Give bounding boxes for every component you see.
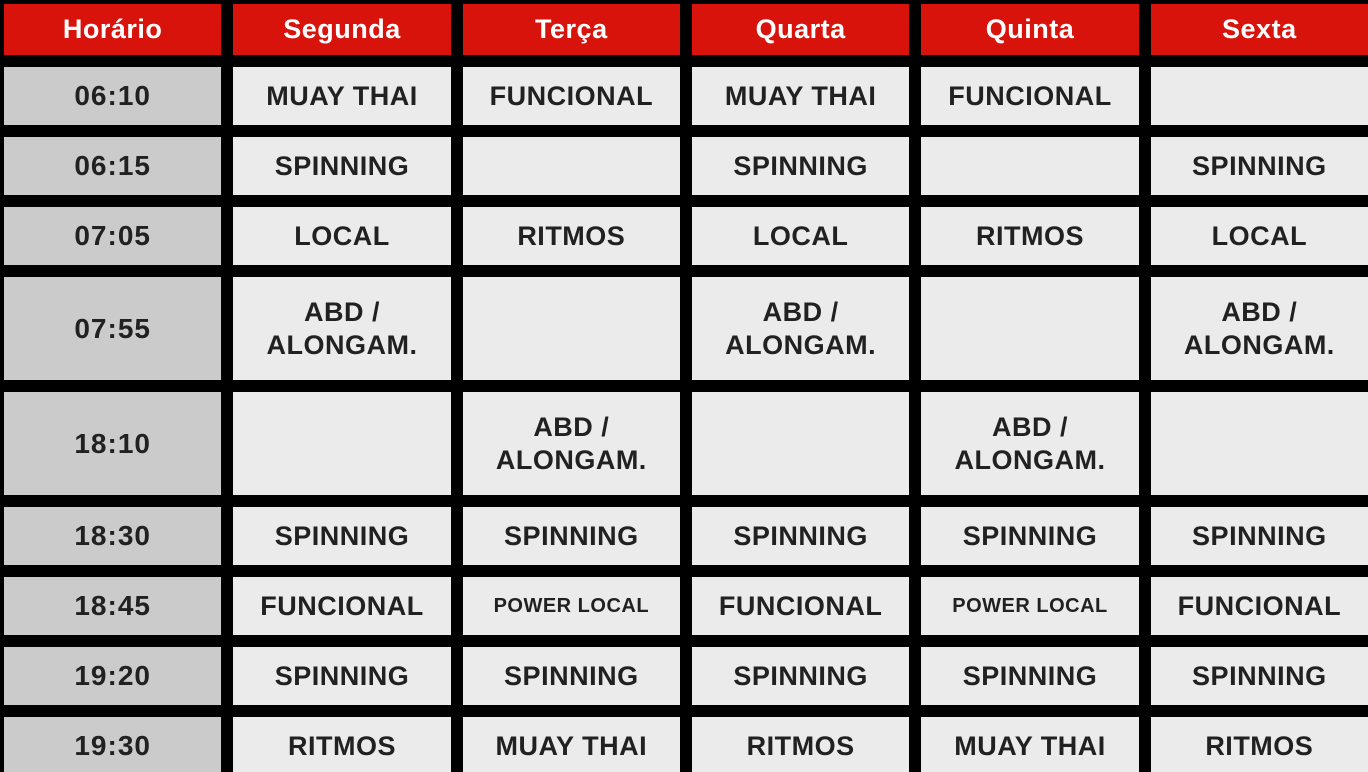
class-cell-terca-07-55 [463,277,680,380]
class-cell-quarta-06-15: SPINNING [692,137,909,195]
time-cell-18-30: 18:30 [4,507,221,565]
class-cell-segunda-18-10 [233,392,450,495]
class-cell-quarta-18-10 [692,392,909,495]
class-cell-quarta-19-20: SPINNING [692,647,909,705]
header-cell-quarta: Quarta [692,4,909,55]
class-cell-sexta-07-05: LOCAL [1151,207,1368,265]
class-cell-sexta-06-15: SPINNING [1151,137,1368,195]
class-cell-quinta-07-55 [921,277,1138,380]
class-cell-sexta-19-20: SPINNING [1151,647,1368,705]
time-cell-06-10: 06:10 [4,67,221,125]
header-cell-quinta: Quinta [921,4,1138,55]
class-cell-segunda-06-15: SPINNING [233,137,450,195]
class-cell-sexta-19-30: RITMOS [1151,717,1368,772]
class-cell-sexta-18-10 [1151,392,1368,495]
class-cell-sexta-18-30: SPINNING [1151,507,1368,565]
class-cell-quarta-19-30: RITMOS [692,717,909,772]
class-cell-quarta-07-55: ABD / ALONGAM. [692,277,909,380]
time-cell-06-15: 06:15 [4,137,221,195]
class-cell-quinta-19-20: SPINNING [921,647,1138,705]
class-cell-quinta-18-45: POWER LOCAL [921,577,1138,635]
header-cell-horario: Horário [4,4,221,55]
time-cell-07-05: 07:05 [4,207,221,265]
class-cell-terca-06-10: FUNCIONAL [463,67,680,125]
class-cell-quarta-07-05: LOCAL [692,207,909,265]
class-cell-segunda-19-20: SPINNING [233,647,450,705]
class-cell-sexta-07-55: ABD / ALONGAM. [1151,277,1368,380]
class-cell-sexta-18-45: FUNCIONAL [1151,577,1368,635]
time-cell-19-30: 19:30 [4,717,221,772]
class-cell-segunda-07-05: LOCAL [233,207,450,265]
class-cell-segunda-18-45: FUNCIONAL [233,577,450,635]
class-cell-terca-18-45: POWER LOCAL [463,577,680,635]
class-cell-segunda-19-30: RITMOS [233,717,450,772]
class-cell-terca-19-20: SPINNING [463,647,680,705]
class-cell-terca-07-05: RITMOS [463,207,680,265]
class-cell-quarta-06-10: MUAY THAI [692,67,909,125]
time-cell-07-55: 07:55 [4,277,221,380]
class-cell-quinta-18-30: SPINNING [921,507,1138,565]
class-cell-quarta-18-30: SPINNING [692,507,909,565]
class-cell-quinta-06-10: FUNCIONAL [921,67,1138,125]
class-cell-terca-06-15 [463,137,680,195]
class-cell-terca-18-30: SPINNING [463,507,680,565]
class-cell-quinta-18-10: ABD / ALONGAM. [921,392,1138,495]
header-cell-sexta: Sexta [1151,4,1368,55]
class-cell-segunda-06-10: MUAY THAI [233,67,450,125]
class-cell-terca-19-30: MUAY THAI [463,717,680,772]
class-cell-quinta-06-15 [921,137,1138,195]
class-cell-quinta-19-30: MUAY THAI [921,717,1138,772]
header-cell-segunda: Segunda [233,4,450,55]
class-cell-terca-18-10: ABD / ALONGAM. [463,392,680,495]
time-cell-18-45: 18:45 [4,577,221,635]
class-cell-quarta-18-45: FUNCIONAL [692,577,909,635]
time-cell-19-20: 19:20 [4,647,221,705]
header-cell-terca: Terça [463,4,680,55]
class-cell-segunda-18-30: SPINNING [233,507,450,565]
time-cell-18-10: 18:10 [4,392,221,495]
class-cell-sexta-06-10 [1151,67,1368,125]
class-cell-segunda-07-55: ABD / ALONGAM. [233,277,450,380]
class-cell-quinta-07-05: RITMOS [921,207,1138,265]
